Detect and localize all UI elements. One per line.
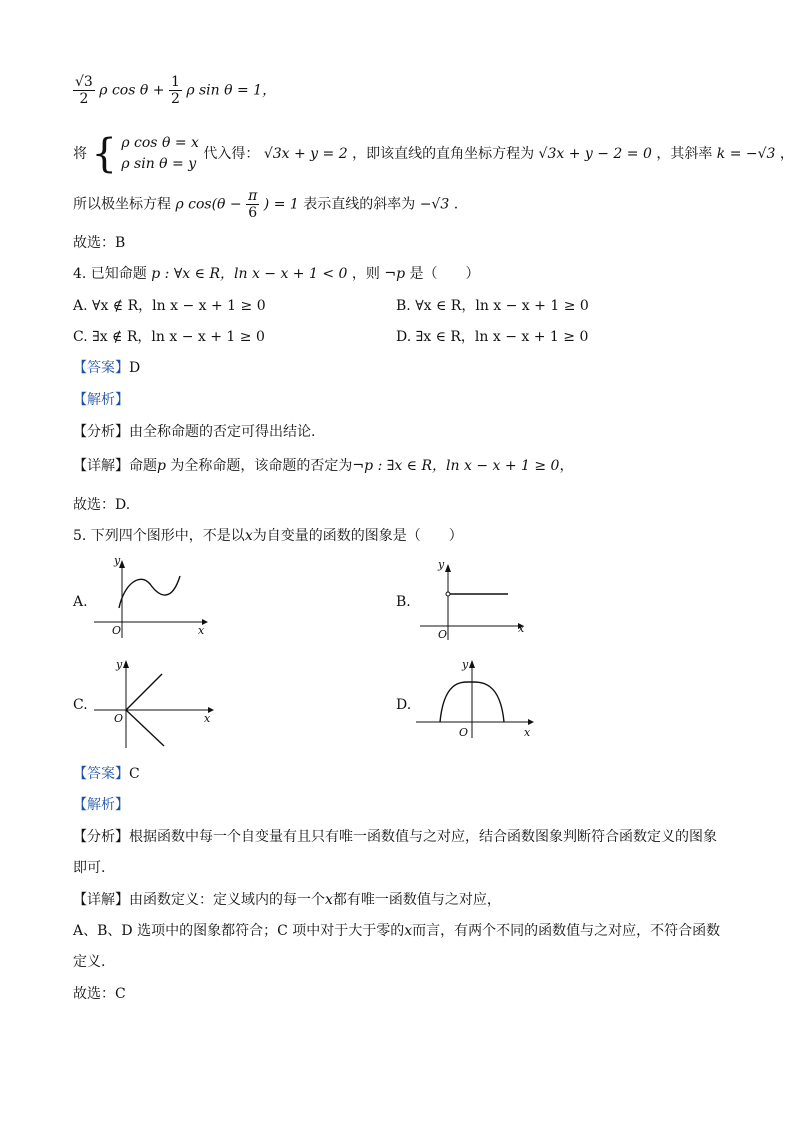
polar-conclusion-line: [73, 188, 458, 221]
equation: ¬p : ∃x ∈ R，ln x − x + 1 ≥ 0: [352, 458, 560, 474]
fraction-numerator: 1: [170, 74, 180, 90]
origin-label: O: [112, 624, 122, 637]
text: 4. 已知命题: [73, 266, 147, 282]
x-axis-label: x: [518, 622, 525, 635]
graph-c-two-valued-relation: [92, 656, 217, 752]
fraction-1-over-2: [169, 74, 182, 107]
answer-choice-q3: 故选：B: [73, 235, 126, 251]
equation-term: ρ sin θ = 1，: [186, 82, 277, 99]
substitution-line: [73, 133, 794, 175]
answer-tag: 【答案】: [73, 766, 129, 782]
equation: ¬p: [384, 266, 406, 282]
fraction-denominator: 2: [79, 91, 89, 107]
graph-a-label: A.: [73, 594, 88, 610]
text: 将: [73, 146, 87, 162]
text: 5. 下列四个图形中，不是以: [73, 528, 245, 544]
graph-d-parabola: [414, 656, 539, 742]
text: ，: [559, 458, 574, 474]
question-4-stem: [73, 265, 480, 283]
q4-option-d: D. ∃x ∈ R，ln x − x + 1 ≥ 0: [396, 329, 589, 345]
equation: √3x + y = 2: [263, 146, 348, 162]
graph-b-label: B.: [396, 594, 411, 610]
text: 所以极坐标方程: [73, 196, 171, 213]
text: 根据函数中每一个自变量有且只有唯一函数值与之对应，结合函数图象判断符合函数定义的图象: [129, 829, 717, 845]
origin-label: O: [114, 712, 124, 725]
y-axis-label: y: [114, 554, 121, 567]
fenxi-tag: 【分析】: [73, 424, 129, 440]
text: 代入得：: [203, 146, 260, 162]
q4-choice: 故选：D.: [73, 497, 131, 513]
y-axis-label: y: [116, 658, 123, 671]
y-axis-label: y: [438, 558, 445, 571]
x-axis-label: x: [204, 712, 211, 725]
equation: p : ∀x ∈ R，ln x − x + 1 < 0: [151, 266, 348, 282]
y-axis-label: y: [462, 658, 469, 671]
detail-tag: 【详解】: [73, 892, 129, 908]
x-axis-label: x: [524, 726, 531, 739]
equation: ρ cos(θ −: [175, 196, 242, 213]
q4-option-c: C. ∃x ∉ R，ln x − x + 1 ≥ 0: [73, 329, 265, 345]
text: 都有唯一函数值与之对应，: [332, 892, 501, 908]
x-axis-label: x: [198, 624, 205, 637]
equation: k = −√3: [716, 146, 776, 162]
q4-detail: [73, 457, 573, 475]
q4-option-b: B. ∀x ∈ R，ln x − x + 1 ≥ 0: [396, 298, 589, 314]
graph-a-cubic-curve: [92, 554, 212, 640]
origin-label: O: [459, 726, 469, 739]
q4-option-a: A. ∀x ∉ R，ln x − x + 1 ≥ 0: [73, 298, 266, 314]
origin-label: O: [438, 628, 448, 641]
text: 命题: [129, 458, 157, 474]
equation-term: ρ cos θ +: [99, 82, 165, 99]
text: 是（ ）: [409, 266, 480, 282]
q5-analysis-tag: 【解析】: [73, 797, 129, 813]
q4-fenxi: [73, 423, 315, 441]
fraction-denominator: 6: [248, 205, 258, 221]
variable: x: [244, 528, 253, 544]
text: 而言，有两个不同的函数值与之对应，不符合函数: [412, 923, 721, 939]
text: .: [453, 196, 459, 213]
q4-answer: [73, 359, 140, 377]
fraction-numerator: π: [248, 188, 258, 204]
graph-d-label: D.: [396, 697, 412, 713]
answer-tag: 【答案】: [73, 360, 129, 376]
fraction-denominator: 2: [170, 91, 180, 107]
text: 由函数定义：定义域内的每一个: [129, 892, 325, 908]
text: 由全称命题的否定可得出结论.: [129, 424, 316, 440]
fraction-numerator: √3: [75, 74, 93, 90]
text: 为自变量的函数的图象是（ ）: [252, 528, 463, 544]
text: 表示直线的斜率为: [303, 196, 416, 213]
q5-choice: 故选：C: [73, 986, 126, 1002]
equation: ) = 1: [263, 196, 299, 213]
q4-analysis-tag: 【解析】: [73, 392, 129, 408]
q5-detail-line-3: 定义.: [73, 954, 106, 970]
text: ，: [779, 146, 794, 162]
q5-detail-line-2: [73, 922, 720, 940]
variable: x: [325, 892, 333, 908]
q5-fenxi-line-2: 即可.: [73, 860, 106, 876]
equation: p: [157, 458, 166, 474]
system-row: ρ sin θ = y: [121, 156, 197, 172]
equation-system: [121, 133, 199, 175]
q5-answer: [73, 765, 140, 783]
text: ，则: [351, 266, 380, 282]
fraction-sqrt3-over-2: [73, 74, 95, 107]
fraction-pi-over-6: [246, 188, 259, 221]
equation: √3x + y − 2 = 0: [538, 146, 652, 162]
text: A、B、D 选项中的图象都符合；C 项中对于大于零的: [73, 923, 405, 939]
graph-c-label: C.: [73, 697, 88, 713]
q5-detail-line-1: [73, 891, 501, 909]
left-brace: {: [91, 131, 117, 177]
equation-line-polar-expanded: [73, 74, 276, 107]
variable: x: [404, 923, 413, 939]
system-row: ρ cos θ = x: [121, 135, 199, 151]
answer-value: D: [129, 360, 141, 376]
graph-b-step-function: [418, 560, 528, 642]
text: ，即该直线的直角坐标方程为: [352, 146, 535, 162]
answer-value: C: [129, 766, 140, 782]
question-5-stem: [73, 527, 463, 545]
detail-tag: 【详解】: [73, 458, 129, 474]
q5-fenxi-line-1: [73, 828, 717, 846]
fenxi-tag: 【分析】: [73, 829, 129, 845]
text: ，其斜率: [656, 146, 713, 162]
text: 为全称命题，该命题的否定为: [165, 458, 353, 474]
equation: −√3: [419, 196, 450, 213]
